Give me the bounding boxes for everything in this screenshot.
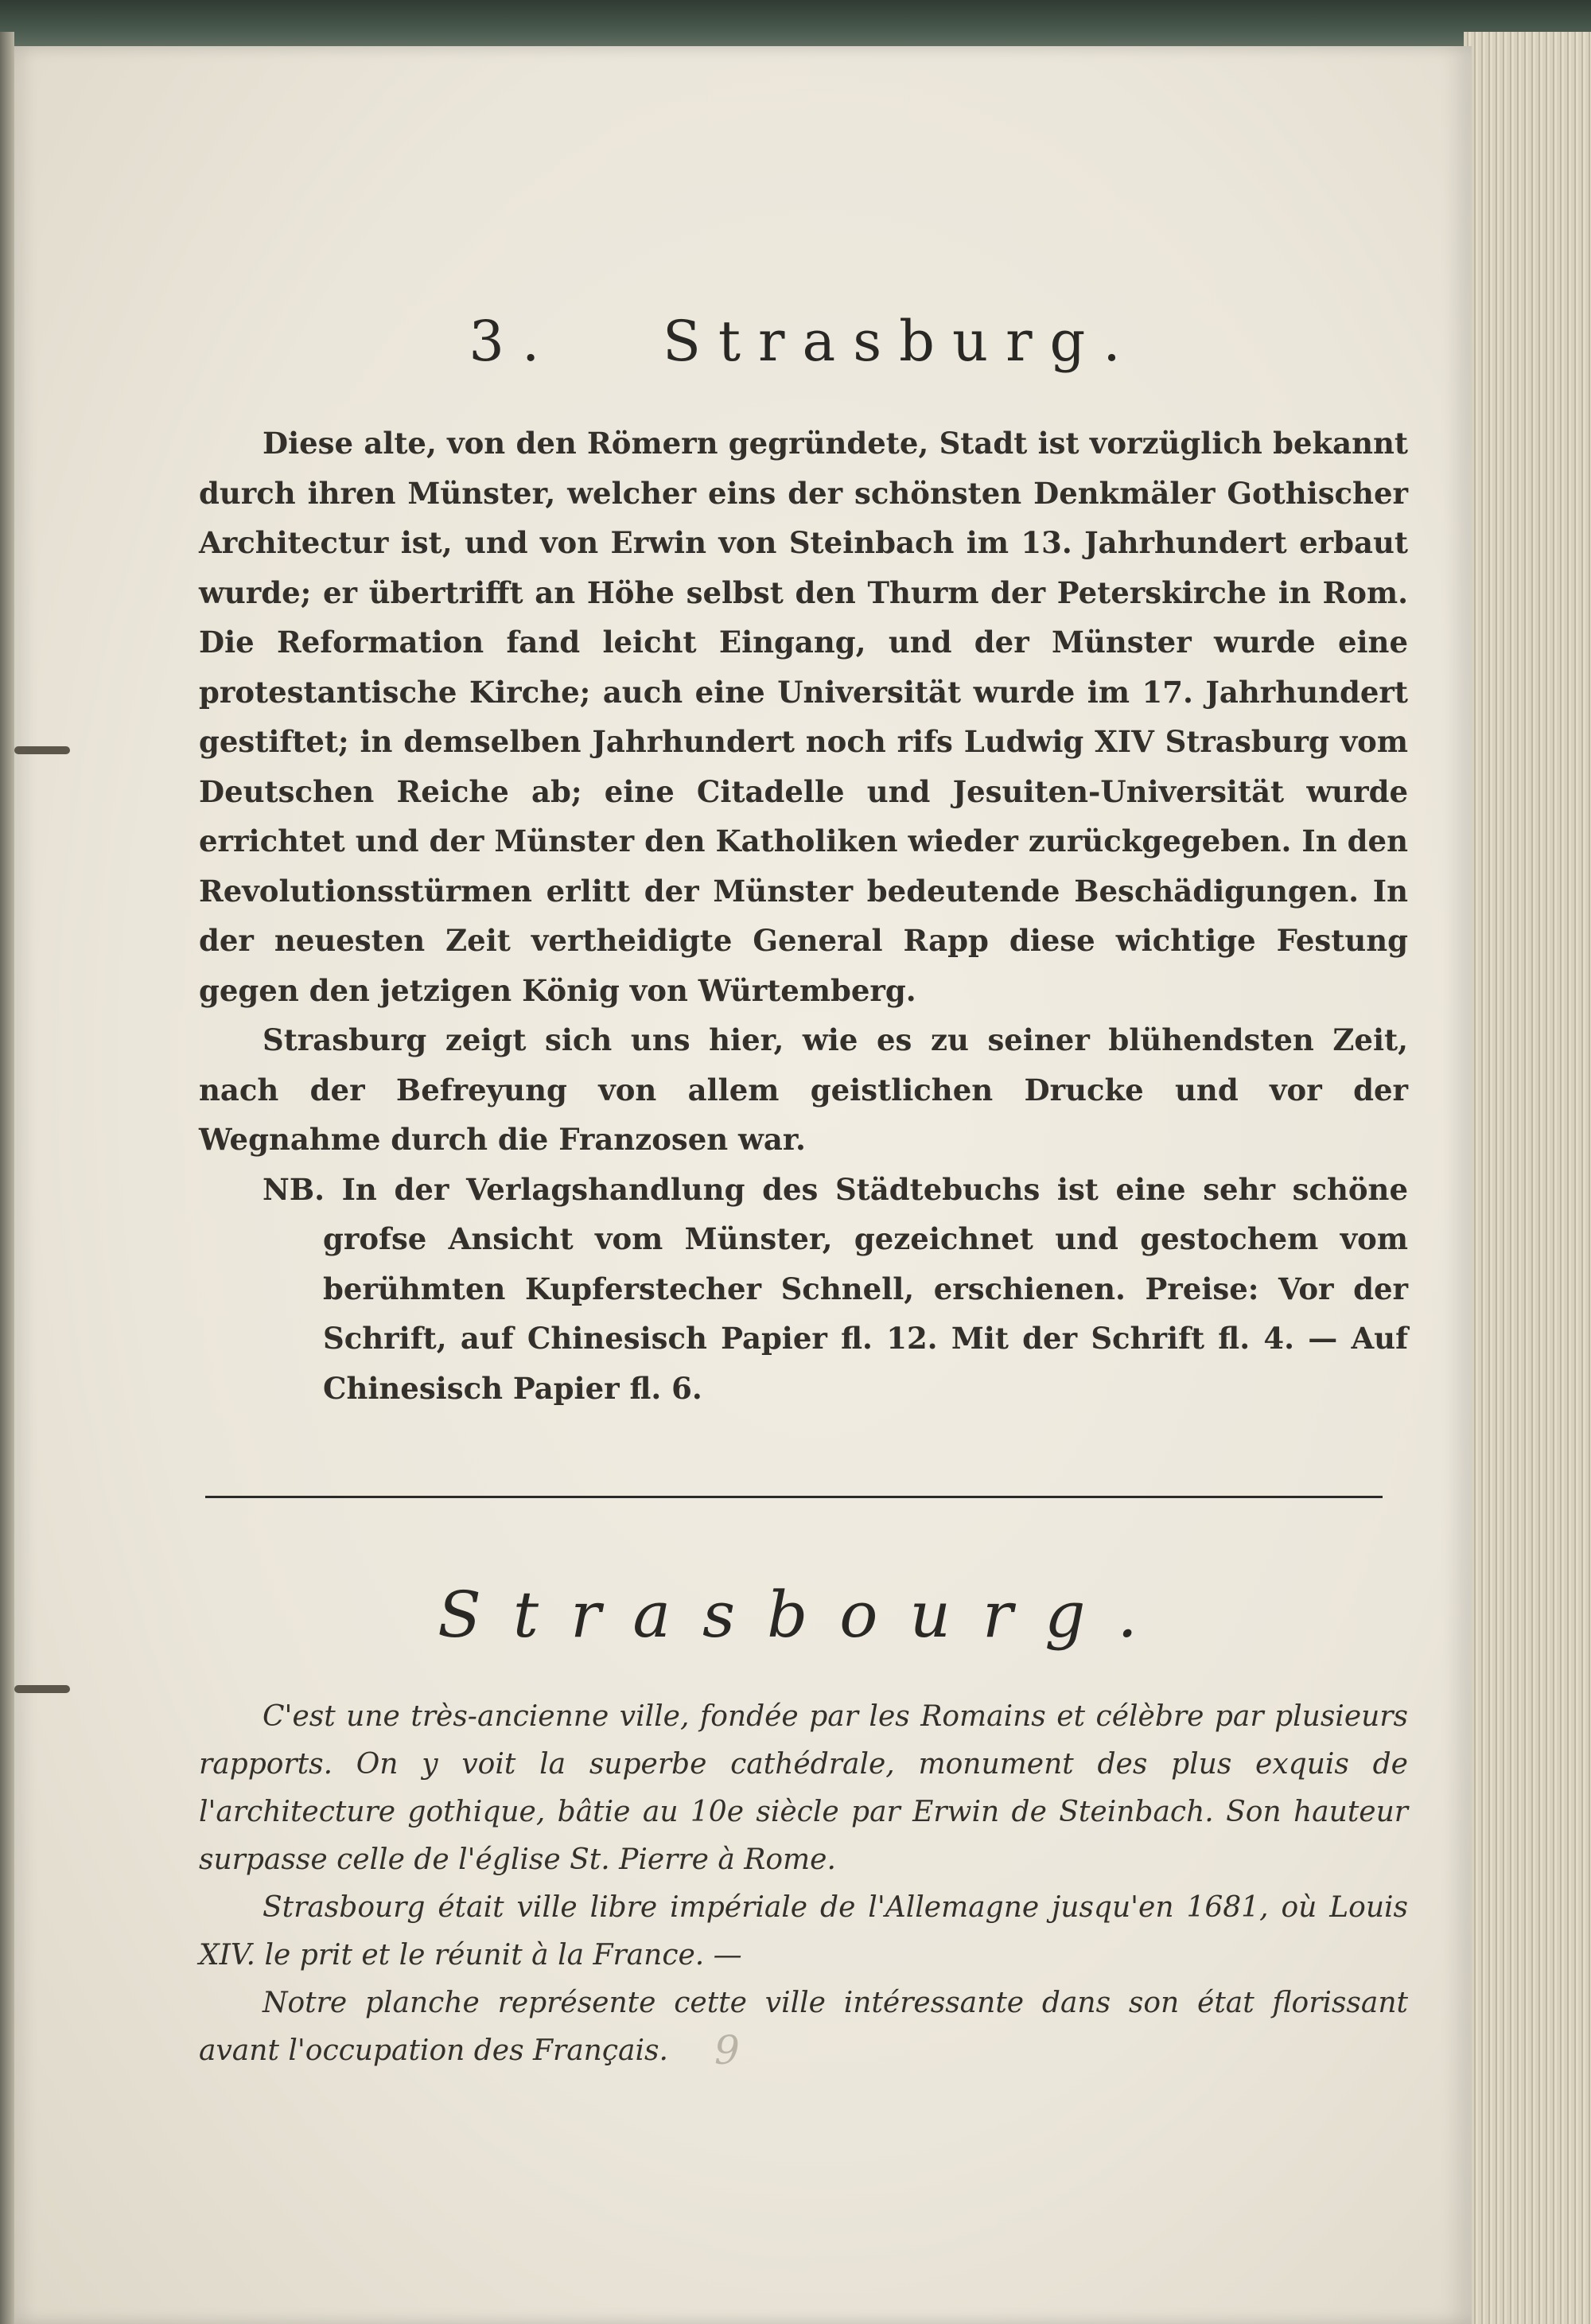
book-spine bbox=[0, 32, 14, 2324]
french-title: Strasbourg. bbox=[438, 1578, 1169, 1652]
french-paragraph: C'est une très-ancienne ville, fondée par les Romains et célèbre par plusieurs rapports. On y voit la superbe cathédrale, monument des plus exquis de l'architecture gothique, bâtie au 10e siècle par Erwin de Steinbach. Son hauteur surpasse celle de l'église St. Pierre à Rome. bbox=[199, 1700, 1408, 1876]
title-word: Strasburg. bbox=[662, 309, 1138, 374]
page-edges bbox=[1464, 32, 1591, 2324]
german-title bbox=[199, 309, 1408, 374]
page-content bbox=[199, 309, 1408, 2075]
german-paragraph: Diese alte, von den Römern gegründete, Stadt ist vorzüglich bekannt durch ihren Münster, welcher eins der schönsten Denkmäler Gothischer Architectur ist, und von Erwin von Steinbach im 13. Jahrhundert erbaut wurde; er übertrifft an Höhe selbst den Thurm der Peterskirche in Rom. Die Reformation fand leicht Eingang, und der Münster wurde eine protestantische Kirche; auch eine Universität wurde im 17. Jahrhundert gestiftet; in demselben Jahrhundert noch rifs Ludwig XIV Strasburg vom Deutschen Reiche ab; eine Citadelle und Jesuiten-Universität wurde errichtet und der Münster den Katholiken wieder zurückgegeben. In den Revolutionsstürmen erlitt der Münster bedeutende Beschädigungen. In der neuesten Zeit vertheidigte General Rapp diese wichtige Festung gegen den jetzigen König von Würtemberg. bbox=[199, 426, 1408, 1008]
bookmark-thread-icon bbox=[14, 1685, 70, 1693]
german-paragraph: Strasburg zeigt sich uns hier, wie es zu seiner blühendsten Zeit, nach der Befreyung von allem geistlichen Drucke und vor der Wegnahme durch die Franzosen war. bbox=[199, 1022, 1408, 1157]
french-paragraph: Notre planche représente cette ville intéressante dans son état florissant avant l'occupation des Français. bbox=[199, 1987, 1408, 2067]
section-divider bbox=[205, 1496, 1383, 1498]
handwritten-page-mark: 9 bbox=[714, 2027, 740, 2073]
french-paragraph: Strasbourg était ville libre impériale de l'Allemagne jusqu'en 1681, où Louis XIV. le prit et le réunit à la France. — bbox=[199, 1891, 1408, 1972]
bookmark-thread-icon bbox=[14, 746, 70, 754]
book-page bbox=[14, 46, 1472, 2324]
title-number: 3. bbox=[469, 309, 558, 374]
publisher-note: NB. In der Verlagshandlung des Städtebuchs ist eine sehr schöne grofse Ansicht vom Münster, gezeichnet und gestochem vom berühmten Kupferstecher Schnell, erschienen. Preise: Vor der Schrift, auf Chinesisch Papier fl. 12. Mit der Schrift fl. 4. — Auf Chinesisch Papier fl. 6. bbox=[263, 1171, 1408, 1406]
